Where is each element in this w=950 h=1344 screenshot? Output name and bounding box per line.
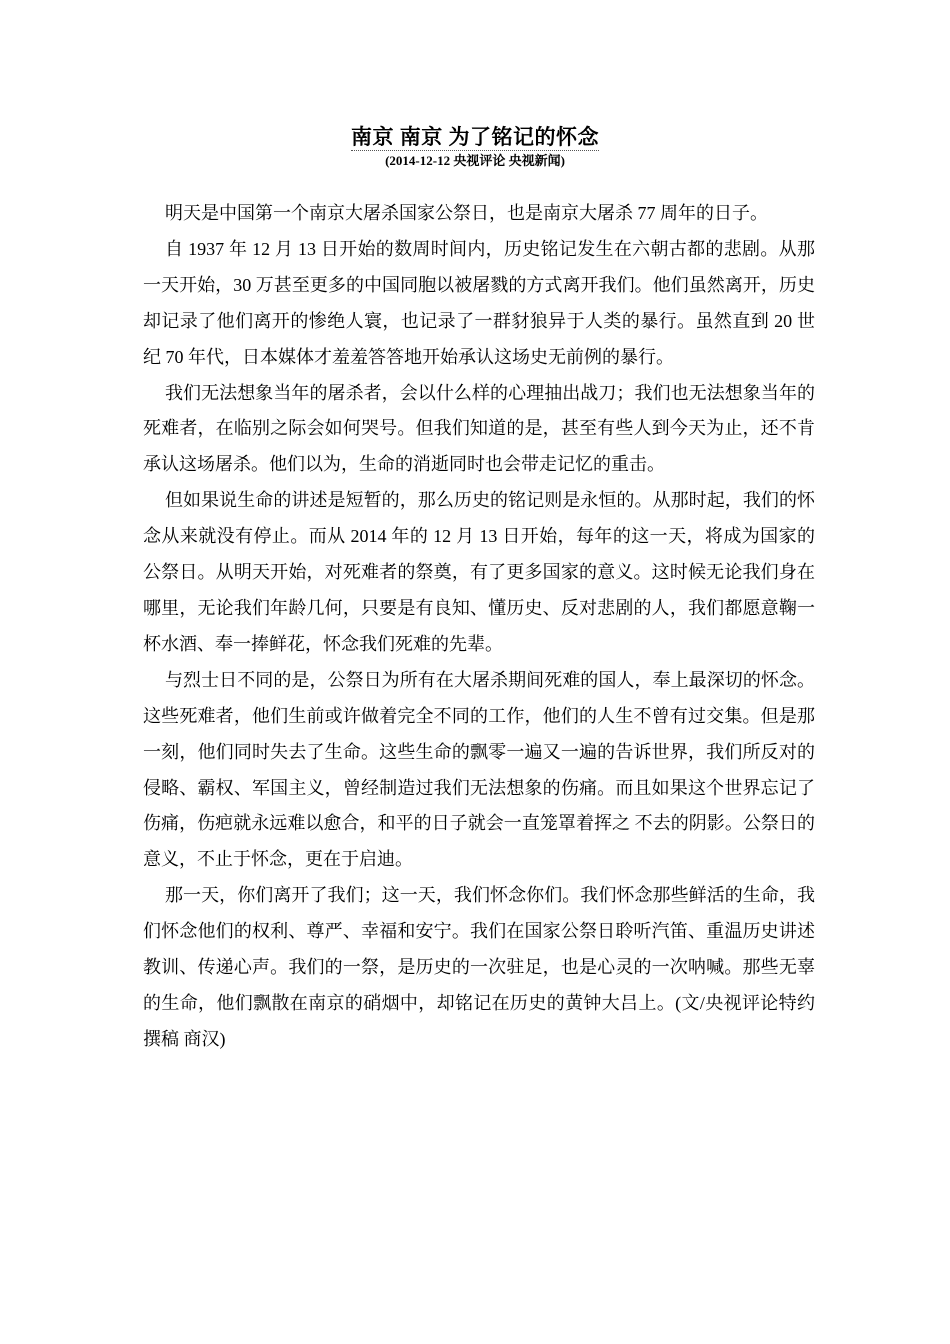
paragraph: 那一天，你们离开了我们；这一天，我们怀念你们。我们怀念那些鲜活的生命，我们怀念他们的权利、尊严、幸福和安宁。我们在国家公祭日聆听汽笛、重温历史讲述教训、传递心声。我们的一祭，是历史的一次驻足，也是心灵的一次呐喊。那些无辜的生命，他们飘散在南京的硝烟中，却铭记在历史的黄钟大吕上。(文/央视评论特约撰稿 商汉) [143,885,815,1049]
document-subtitle: (2014-12-12 央视评论 央视新闻) [385,153,565,168]
document-title [0,122,950,152]
article-body [143,196,815,1058]
paragraph: 与烈士日不同的是，公祭日为所有在大屠杀期间死难的国人，奉上最深切的怀念。这些死难者，他们生前或许做着完全不同的工作，他们的人生不曾有过交集。但是那一刻，他们同时失去了生命。这些生命的飘零一遍又一遍的告诉世界，我们所反对的侵略、霸权、军国主义，曾经制造过我们无法想象的伤痛。而且如果这个世界忘记了伤痛，伤疤就永远难以愈合，和平的日子就会一直笼罩着挥之 不去的阴影。公祭日的意义，不止于怀念，更在于启迪。 [143,669,815,870]
paragraph: 自 1937 年 12 月 13 日开始的数周时间内，历史铭记发生在六朝古都的悲剧。从那一天开始，30 万甚至更多的中国同胞以被屠戮的方式离开我们。他们虽然离开，历史却记录了他们离开的惨绝人寰，也记录了一群豺狼异于人类的暴行。虽然直到 20 世纪 70 年代，日本媒体才羞羞答答地开始承认这场史无前例的暴行。 [143,238,815,367]
paragraph: 我们无法想象当年的屠杀者，会以什么样的心理抽出战刀；我们也无法想象当年的死难者，在临别之际会如何哭号。但我们知道的是，甚至有些人到今天为止，还不肯承认这场屠杀。他们以为，生命的消逝同时也会带走记忆的重击。 [143,382,815,475]
paragraph: 但如果说生命的讲述是短暂的，那么历史的铭记则是永恒的。从那时起，我们的怀念从来就没有停止。而从 2014 年的 12 月 13 日开始，每年的这一天，将成为国家的公祭日。从明天开始，对死难者的祭奠，有了更多国家的意义。这时候无论我们身在哪里，无论我们年龄几何，只要是有良知、懂历史、反对悲剧的人，我们都愿意鞠一杯水酒、奉一捧鲜花，怀念我们死难的先辈。 [143,490,815,654]
paragraph: 明天是中国第一个南京大屠杀国家公祭日，也是南京大屠杀 77 周年的日子。 [165,203,768,223]
document-title-text: 南京 南京 为了铭记的怀念 [351,125,599,149]
